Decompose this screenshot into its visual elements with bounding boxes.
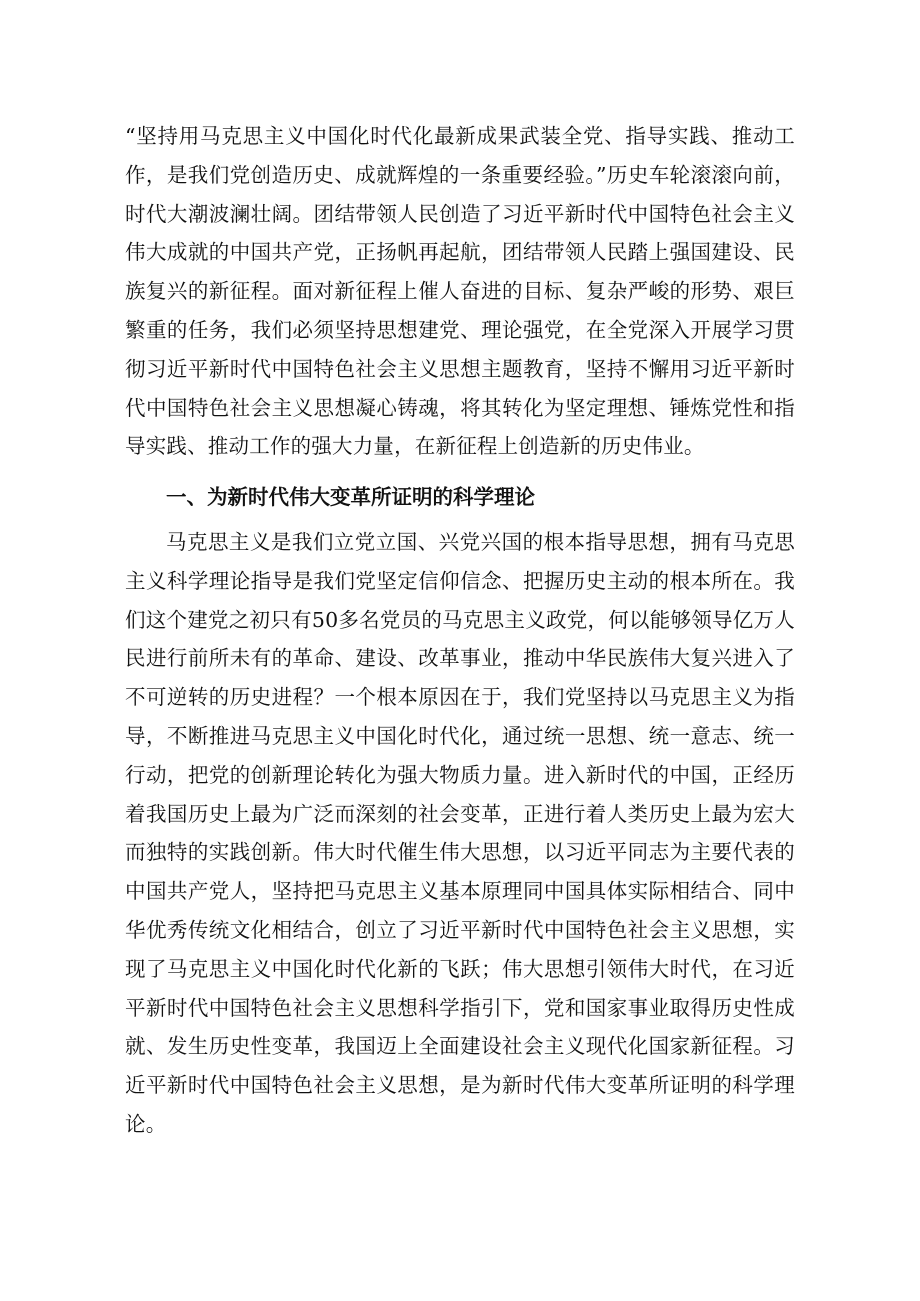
body-paragraph: 马克思主义是我们立党立国、兴党兴国的根本指导思想，拥有马克思主义科学理论指导是我们党坚定信仰信念、把握历史主动的根本所在。我们这个建党之初只有50多名党员的马克思主义政党，何以能够领导亿万人民进行前所未有的革命、建设、改革事业，推动中华民族伟大复兴进入了不可逆转的历史进程？一个根本原因在于，我们党坚持以马克思主义为指导，不断推进马克思主义中国化时代化，通过统一思想、统一意志、统一行动，把党的创新理论转化为强大物质力量。进入新时代的中国，正经历着我国历史上最为广泛而深刻的社会变革，正进行着人类历史上最为宏大而独特的实践创新。伟大时代催生伟大思想，以习近平同志为主要代表的中国共产党人，坚持把马克思主义基本原理同中国具体实际相结合、同中华优秀传统文化相结合，创立了习近平新时代中国特色社会主义思想，实现了马克思主义中国化时代化新的飞跃；伟大思想引领伟大时代，在习近平新时代中国特色社会主义思想科学指引下，党和国家事业取得历史性成就、发生历史性变革，我国迈上全面建设社会主义现代化国家新征程。习近平新时代中国特色社会主义思想，是为新时代伟大变革所证明的科学理论。 [125,529,795,1136]
document-body [125,117,795,1144]
intro-paragraph: “坚持用马克思主义中国化时代化最新成果武装全党、指导实践、推动工作，是我们党创造历史、成就辉煌的一条重要经验。”历史车轮滚滚向前，时代大潮波澜壮阔。团结带领人民创造了习近平新时代中国特色社会主义伟大成就的中国共产党，正扬帆再起航，团结带领人民踏上强国建设、民族复兴的新征程。面对新征程上催人奋进的目标、复杂严峻的形势、艰巨繁重的任务，我们必须坚持思想建党、理论强党，在全党深入开展学习贯彻习近平新时代中国特色社会主义思想主题教育，坚持不懈用习近平新时代中国特色社会主义思想凝心铸魂，将其转化为坚定理想、锤炼党性和指导实践、推动工作的强大力量，在新征程上创造新的历史伟业。 [125,124,795,459]
section-heading: 一、为新时代伟大变革所证明的科学理论 [166,485,535,510]
